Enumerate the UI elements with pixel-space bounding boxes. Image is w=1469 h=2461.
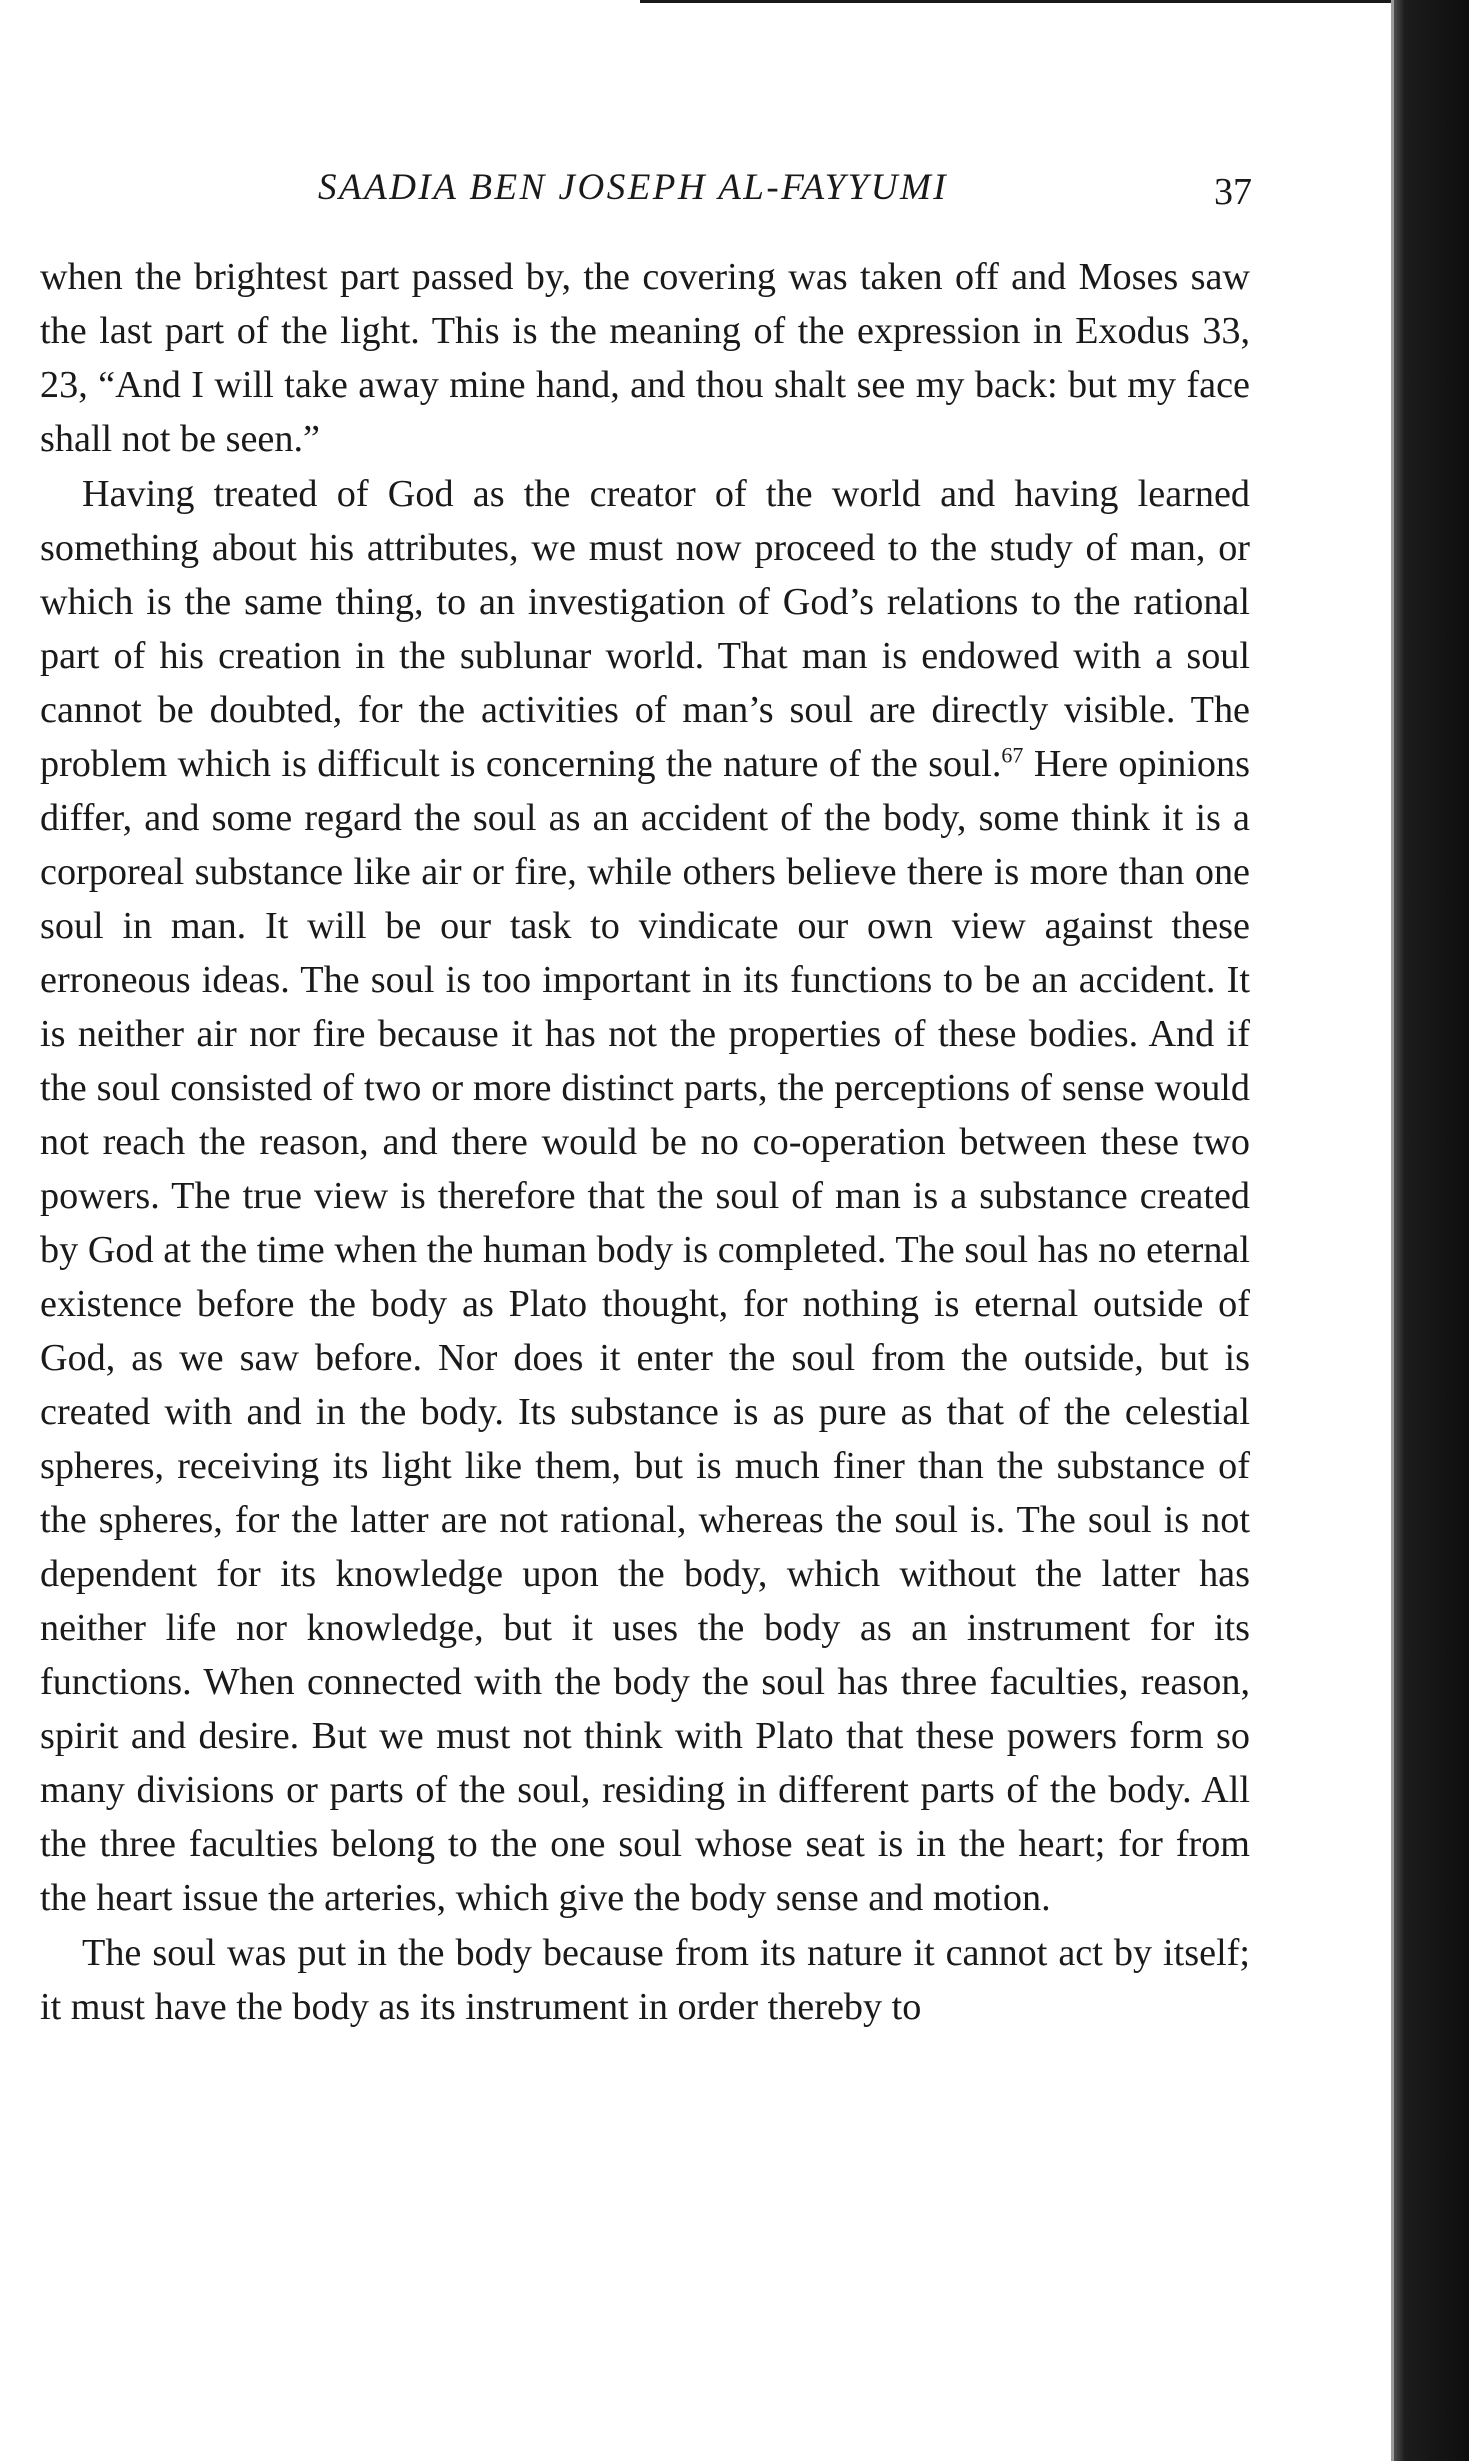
paragraph-text-part: Having treated of God as the creator of the world and having learned something about his attributes, we must now proceed to the study of man, or which is the same thing, to an investigation of God’s relations to the rational part of his creation in the sublunar world. That man is endowed with a soul cannot be doubted, for the activities of man’s soul are directly visible. The problem which is difficult is concerning the nature of the soul. [40, 473, 1250, 785]
paragraph-text-part: Here opinions differ, and some regard the soul as an accident of the body, some think it is a corporeal substance like air or fire, while others believe there is more than one soul in man. It will be our task to vindicate our own view against these erroneous ideas. The soul is too important in its functions to be an accident. It is neither air nor fire because it has not the properties of these bodies. And if the soul consisted of two or more distinct parts, the perceptions of sense would not reach the reason, and there would be no co-operation between these two powers. The true view is therefore that the soul of man is a substance created by God at the time when the human body is completed. The soul has no eternal existence before the body as Plato thought, for nothing is eternal outside of God, as we saw before. Nor does it enter the soul from the outside, but is created with and in the body. Its substance is as pure as that of the celestial spheres, receiving its light like them, but is much finer than the substance of the spheres, for the latter are not rational, whereas the soul is. The soul is not dependent for its knowledge upon the body, which without the latter has neither life nor knowledge, but it uses the body as an instrument for its functions. When connected with the body the soul has three faculties, reason, spirit and desire. But we must not think with Plato that these powers form so many divisions or parts of the soul, residing in different parts of the body. All the three faculties belong to the one soul whose seat is in the heart; for from the heart issue the arteries, which give the body sense and motion. [40, 743, 1250, 1919]
paragraph-soul-nature [40, 467, 1250, 1925]
paragraph-soul-body: The soul was put in the body because from its nature it cannot act by itself; it must have the body as its instrument in order thereby to [40, 1932, 1250, 2028]
footnote-marker: 67 [1001, 742, 1024, 768]
body-text [40, 250, 1250, 2034]
page-number: 37 [1214, 171, 1252, 213]
running-head: SAADIA BEN JOSEPH AL-FAYYUMI [318, 167, 949, 208]
top-edge-rule [640, 0, 1400, 3]
page-header [318, 163, 1252, 223]
scan-right-edge [1391, 0, 1469, 2461]
paragraph-continued: when the brightest part passed by, the covering was taken off and Moses saw the last part of the light. This is the meaning of the expression in Exodus 33, 23, “And I will take away mine hand, and thou shalt see my back: but my face shall not be seen.” [40, 256, 1250, 460]
